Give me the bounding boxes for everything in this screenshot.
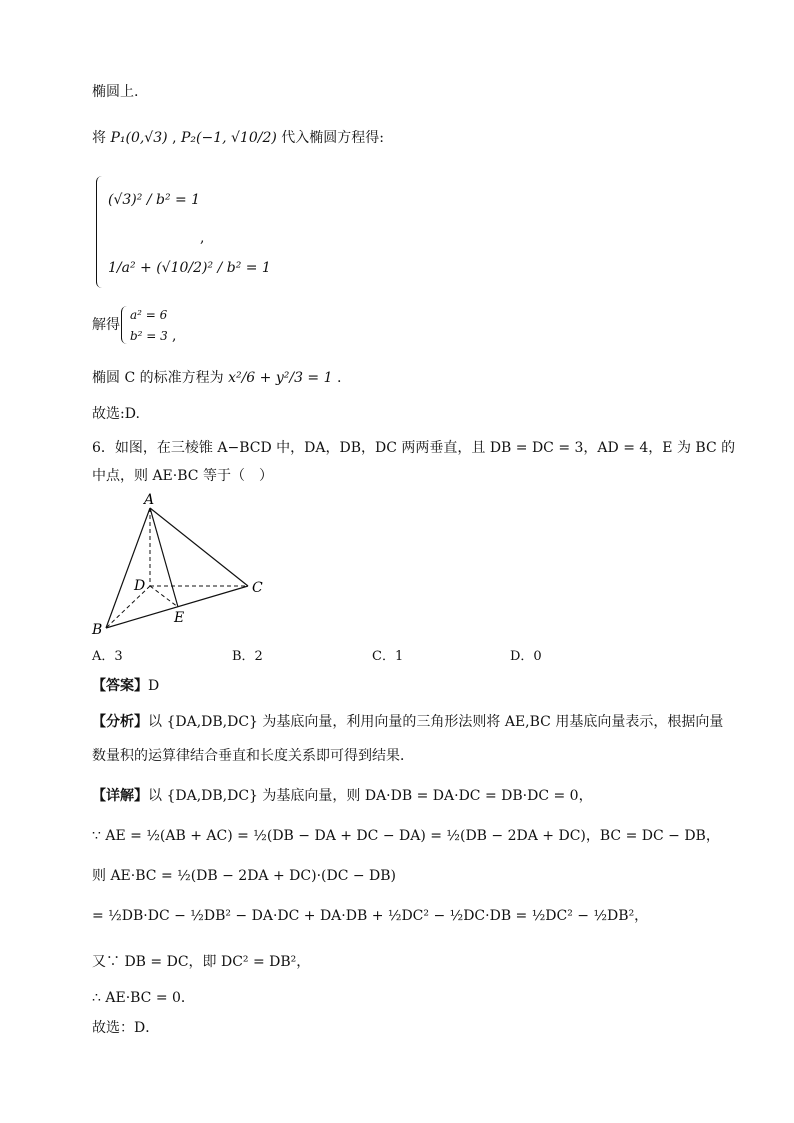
solve-row-2: b² = 3 [130, 329, 168, 343]
detail-line-1 [92, 786, 593, 806]
edge-AB [106, 508, 150, 628]
tetrahedron-figure [88, 488, 278, 638]
detail-tag: 【详解】 [92, 788, 148, 804]
label-B: B [92, 622, 103, 638]
standard-equation: x²/6 + y²/3 = 1 [228, 370, 333, 386]
option-b: B．2 [232, 649, 263, 664]
edge-DE [150, 586, 178, 607]
solve-comma: , [172, 328, 177, 344]
question-line-2: 中点，则 AE·BC 等于（ ） [92, 468, 273, 484]
standard-equation-line [92, 368, 341, 388]
text-line-ellipse-on: 椭圆上. [92, 84, 139, 100]
detail-line-5: 又∵ DB = DC，即 DC² = DB²， [92, 954, 311, 970]
option-a: A．3 [92, 649, 123, 664]
substitute-prefix: 将 [92, 130, 111, 146]
answer-tag: 【答案】 [92, 678, 148, 694]
analysis-line-1 [92, 712, 723, 732]
standard-equation-prefix: 椭圆 C 的标准方程为 [92, 370, 224, 386]
solve-row-1: a² = 6 [130, 308, 168, 322]
detail-line-7: 故选：D． [92, 1020, 160, 1036]
system-comma: , [200, 230, 205, 246]
substitute-line [92, 128, 384, 148]
solve-label: 解得 [92, 317, 120, 333]
answer-value: D [148, 678, 160, 694]
answer-line [92, 676, 159, 696]
label-C: C [252, 580, 263, 596]
label-A: A [144, 492, 155, 508]
previous-answer: 故选:D. [92, 406, 140, 422]
label-D: D [134, 578, 146, 594]
label-E: E [174, 610, 185, 626]
option-d: D．0 [510, 649, 542, 664]
option-c: C．1 [372, 649, 404, 664]
solve-brace [121, 306, 127, 344]
point-p2: P₂(−1, √10/2) [180, 130, 277, 146]
system-row-2: 1/a² + (√10/2)² / b² = 1 [108, 260, 271, 276]
system-row-1: (√3)² / b² = 1 [108, 192, 201, 208]
detail-line-4: = ½DB·DC − ½DB² − DA·DC + DA·DB + ½DC² − ½DC·DB = ½DC² − ½DB²， [92, 908, 649, 924]
detail-line-6: ∴ AE·BC = 0． [92, 990, 195, 1006]
standard-equation-end: . [336, 370, 342, 386]
point-p1: P₁(0,√3) [110, 130, 168, 146]
question-line-1: 6．如图，在三棱锥 A−BCD 中，DA，DB，DC 两两垂直，且 DB = DC = 3，AD = 4，E 为 BC 的 [92, 440, 736, 456]
edge-AE [150, 508, 178, 607]
detail-line-2: ∵ AE = ½(AB + AC) = ½(DB − DA + DC − DA) = ½(DB − 2DA + DC)，BC = DC − DB， [92, 828, 720, 844]
analysis-text-1: 以 {DA,DB,DC} 为基底向量，利用向量的三角形法则将 AE,BC 用基底向量表示，根据向量 [148, 714, 724, 730]
system-brace [96, 176, 103, 288]
detail-text-1: 以 {DA,DB,DC} 为基底向量，则 DA·DB = DA·DC = DB·DC = 0， [148, 788, 593, 804]
point-separator: , [172, 130, 181, 146]
analysis-tag: 【分析】 [92, 714, 148, 730]
substitute-suffix: 代入椭圆方程得: [281, 130, 384, 146]
analysis-line-2: 数量积的运算律结合垂直和长度关系即可得到结果． [92, 748, 414, 764]
edge-AC [150, 508, 248, 586]
detail-line-3: 则 AE·BC = ½(DB − 2DA + DC)·(DC − DB) [92, 868, 397, 884]
